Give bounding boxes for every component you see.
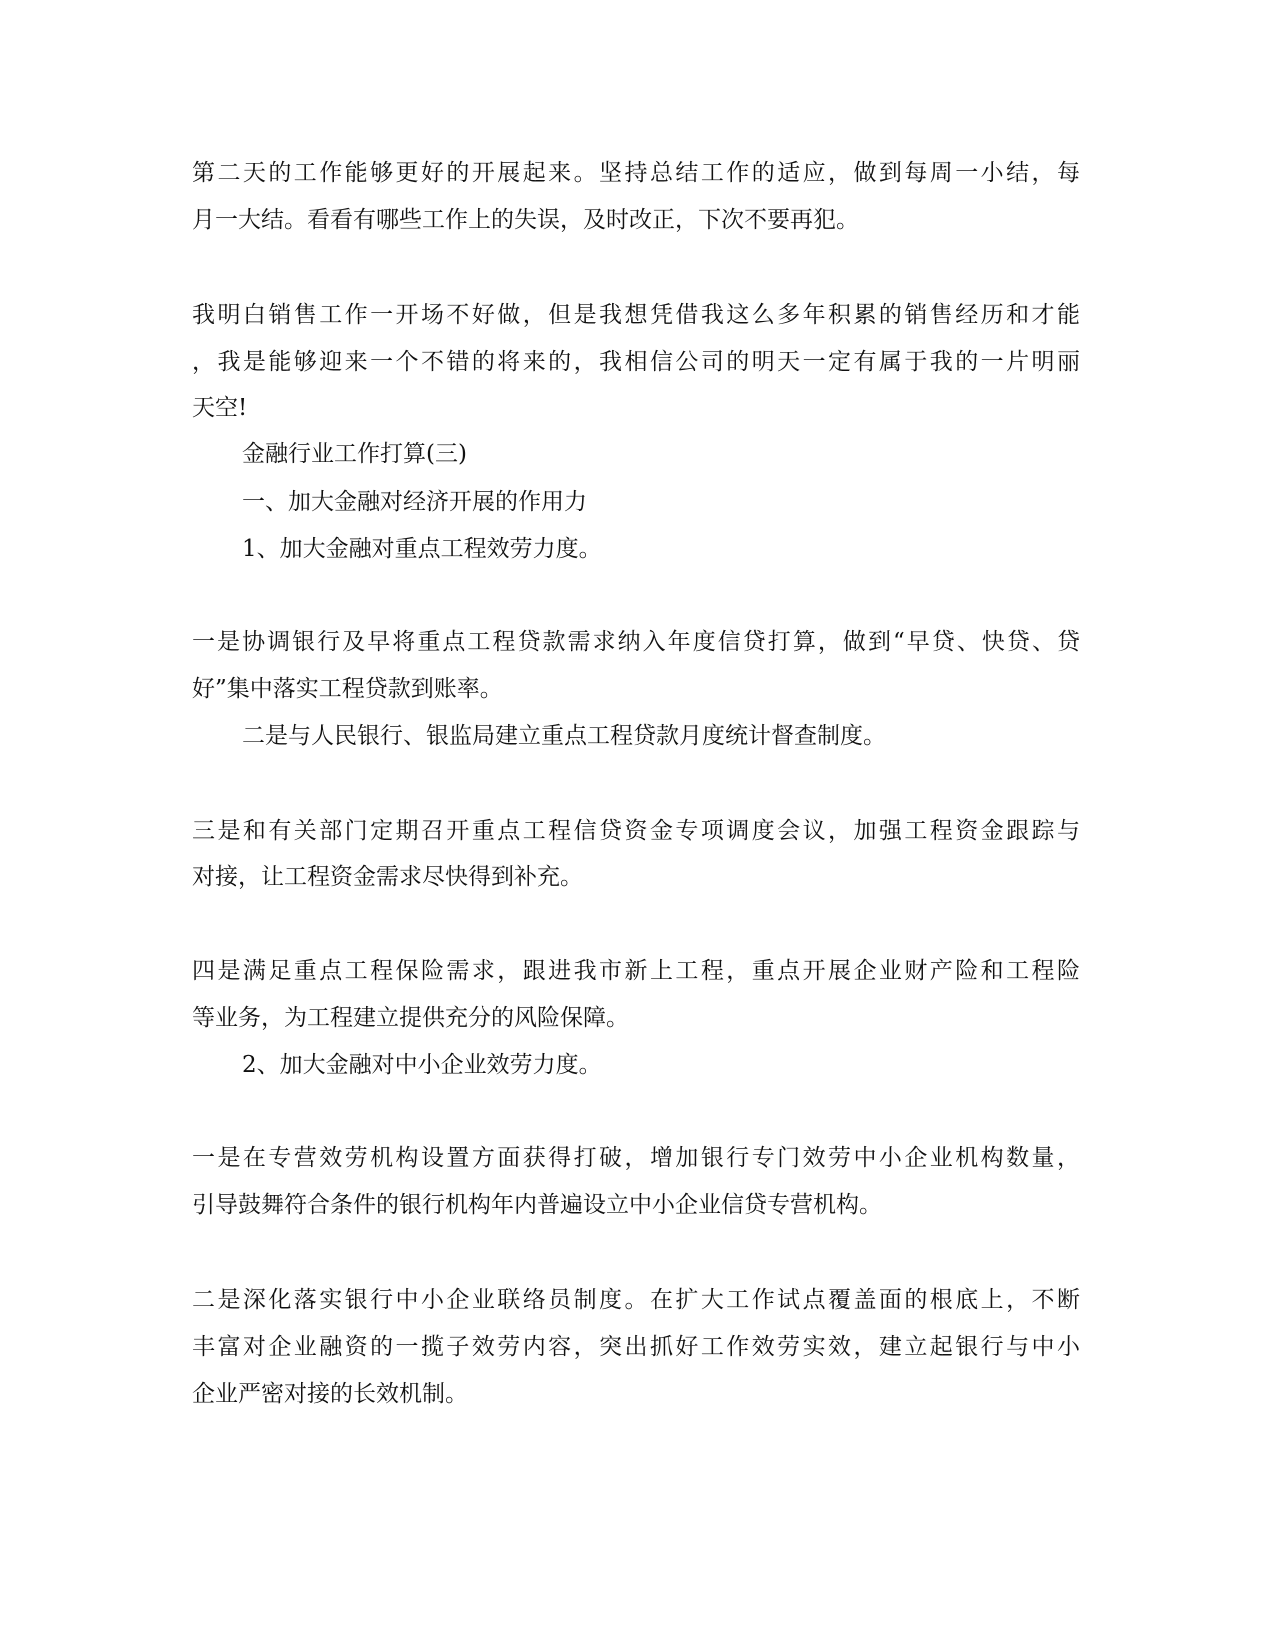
paragraph-line: 等业务，为工程建立提供充分的风险保障。 [192,1005,629,1031]
paragraph-line: 企业严密对接的长效机制。 [192,1381,468,1407]
section-heading: 金融行业工作打算(三) [242,441,467,467]
item-heading: 2、加大金融对中小企业效劳力度。 [242,1052,602,1078]
paragraph-line: 一是在专营效劳机构设置方面获得打破，增加银行专门效劳中小企业机构数量， [192,1145,1080,1171]
subsection-heading: 一、加大金融对经济开展的作用力 [242,489,587,515]
paragraph-line: 二是深化落实银行中小企业联络员制度。在扩大工作试点覆盖面的根底上，不断 [192,1287,1080,1313]
paragraph-line: 丰富对企业融资的一揽子效劳内容，突出抓好工作效劳实效，建立起银行与中小 [192,1334,1080,1360]
paragraph-line: 月一大结。看看有哪些工作上的失误，及时改正，下次不要再犯。 [192,207,859,233]
paragraph-line: 三是和有关部门定期召开重点工程信贷资金专项调度会议，加强工程资金跟踪与 [192,818,1080,844]
paragraph-line: 第二天的工作能够更好的开展起来。坚持总结工作的适应，做到每周一小结，每 [192,160,1080,186]
paragraph-line: 我明白销售工作一开场不好做，但是我想凭借我这么多年积累的销售经历和才能 [192,302,1080,328]
item-heading: 1、加大金融对重点工程效劳力度。 [242,536,602,562]
paragraph-line: 天空! [192,395,248,421]
paragraph-line: 二是与人民银行、银监局建立重点工程贷款月度统计督查制度。 [242,723,886,749]
paragraph-line: 对接，让工程资金需求尽快得到补充。 [192,864,583,890]
paragraph-line: 引导鼓舞符合条件的银行机构年内普遍设立中小企业信贷专营机构。 [192,1192,882,1218]
paragraph-line: 好”集中落实工程贷款到账率。 [192,676,503,702]
paragraph-line: ，我是能够迎来一个不错的将来的，我相信公司的明天一定有属于我的一片明丽 [192,349,1080,375]
paragraph-line: 一是协调银行及早将重点工程贷款需求纳入年度信贷打算，做到“早贷、快贷、贷 [192,629,1080,655]
paragraph-line: 四是满足重点工程保险需求，跟进我市新上工程，重点开展企业财产险和工程险 [192,958,1080,984]
